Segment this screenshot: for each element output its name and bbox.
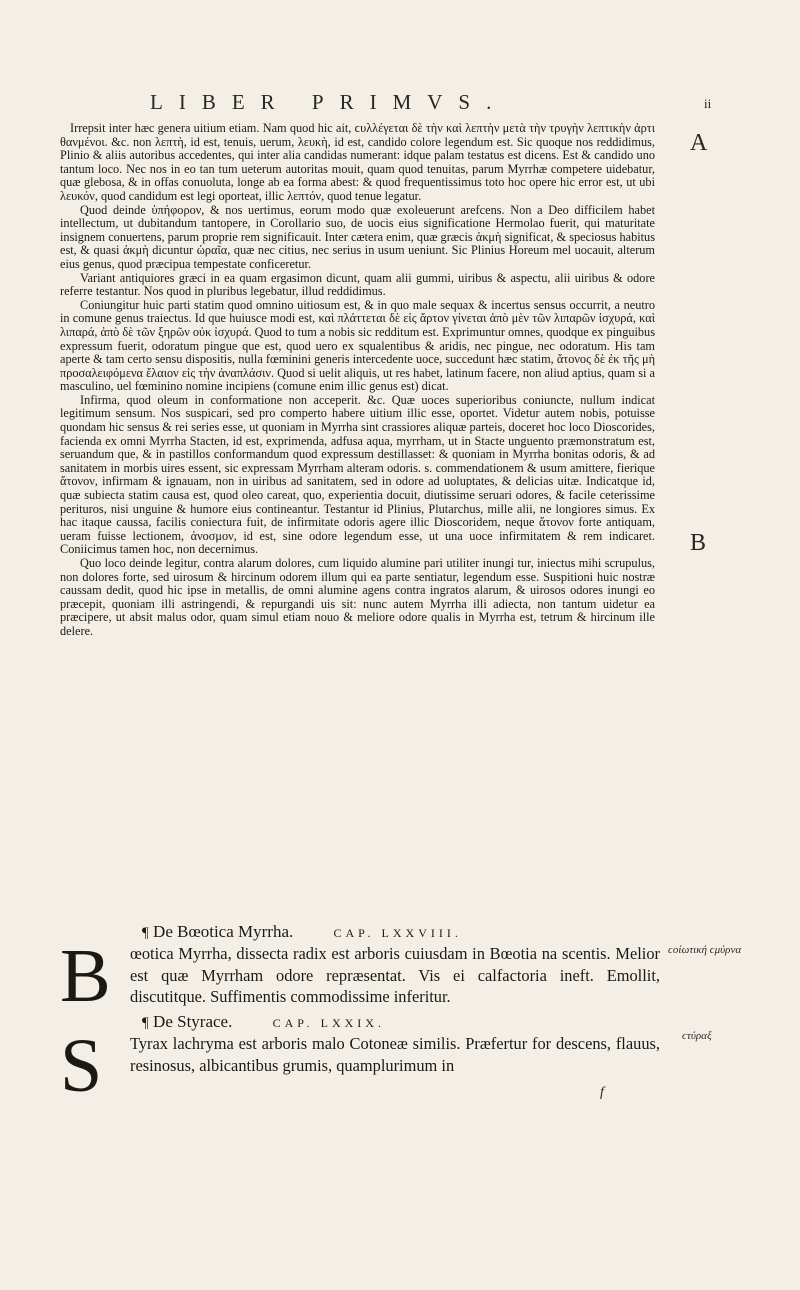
chapter-text: Tyrax lachryma est arboris malo Cotoneæ similis. Præfertur for descens, flauus, resinosus, albicantibus grumis, quamplurimum in <box>130 1034 660 1075</box>
paragraph: Irrepsit inter hæc genera uitium etiam. Nam quod hic ait, ϲυλλέγεται δὲ τὴν καὶ λεπτὴν μετὰ τὴν τρυγὴν λεπτικὴν ἀρτι θανμένοι. &c. non λεπτὴ, id est, tenuis, uerum, λευκὴ, id est, candido colore legendum est. Sic quoque nos reddidimus, Plinio & aliis autoribus accedentes, qui inter alia candidas numerant: idque palam testatus est dicens. Est & candido uno tantum loco. Nec nos in eo tan tum ueterum autoritas mouit, quam quod tenuitas, parum Myrrhæ competere uidebatur, quæ glebosa, & in offas conuoluta, longe ab ea forma abest: & quod frequentissimus toto hoc opere hic error est, ut ubi λευκόν, quod candidum est legi oporteat, illic λεπτόν, quod tenue legatur. <box>60 121 655 203</box>
folio-number: ii <box>704 96 712 111</box>
chapter-text: œotica Myrrha, dissecta radix est arboris cuiusdam in Bœotia na scentis. Melior est quæ Myrrham odore repræsentat. Vis ei calfactoria ineft. Emollit, discutitque. Suffimentis commodissime inferitur. <box>130 944 660 1006</box>
commentary-text <box>60 122 655 639</box>
drop-cap: B <box>60 934 111 1018</box>
chapter-title: De Bœotica Myrrha. <box>153 922 294 941</box>
chapter-styrax <box>60 1012 660 1108</box>
running-title: LIBER PRIMVS. <box>150 90 508 114</box>
paragraph: Quod deinde ὑπήφορον, & nos uertimus, eorum modo quæ exoleuerunt arefcens. Non a Deo difficilem habet intellectum, ut dubitandum tantopere, in Corollario suo, de uocis eius significatione Hermolao fuerit, qui maturitate insignem conuertens, parum proprie rem significauit. Inter cætera enim, quæ græcis ἀκμὴ significat, & speciosus habitus est, & quasi ἀκμὴ dicuntur ὡραῖα, quæ nec citius, nec serius in usum ueniunt. Sic Plinius Horeum mel uocauit, alterum eius genus, quod præcipua tempestate conficeretur. <box>60 202 655 271</box>
margin-note-greek-styrax: ϲτύραξ <box>682 1030 712 1042</box>
chapter-heading <box>142 922 660 943</box>
paragraph: Coniungitur huic parti statim quod omnino uitiosum est, & in quo male sequax & incertus sensus occurrit, a neutro in comune genus traiectus. Id que huiusce modi est, καὶ πλάττεται δὲ εἰς ἄρτον γίνεται ἀπὸ μὲν τῶν λιπαρῶν ἰσχυρά, καὶ λιπαρά, ἀπὸ δὲ τῶν ξηρῶν οὐκ ἰσχυρά. Quod to tum a nobis sic redditum est. Exprimuntur omnes, quodque ex pinguibus expressum fuerit, odoratum pingue que est, quod uero ex squalentibus & aridis, nec pingue, nec odoratum. His tam aperte & tam certo sensu dispositis, nulla fœminini generis intercedente uoce, succedunt hæc statim, ἄτονος δὲ ἐκ τῆς μὴ προσαλειφόμενα ἔλαιον εἰς τὴν ἀναπλάσιν. Quod si uelit aliquis, ut res habet, latinum facere, non aliud aptius, quam si a masculino, uel fœminino nomine incipiens (comune enim illic genus est) dicat. <box>60 297 655 394</box>
pilcrow-icon: ¶ <box>142 1015 149 1031</box>
chapter-heading <box>142 1012 660 1033</box>
chapter-body <box>60 934 660 1018</box>
drop-cap: S <box>60 1024 103 1108</box>
paragraph: Variant antiquiores græci in ea quam ergasimon dicunt, quam alii gummi, uiribus & aspectu, alii uiribus & odore referre testantur. Nos quod in pluribus legebatur, illud reddidimus. <box>60 270 655 299</box>
chapter-title: De Styrace. <box>153 1012 233 1031</box>
margin-letter-b: B <box>690 530 707 556</box>
margin-letter-a: A <box>690 130 708 156</box>
paragraph: Quo loco deinde legitur, contra alarum dolores, cum liquido alumine pari utiliter inungi tur, iniectus mihi scrupulus, non dolores forte, sed uirosum & hircinum odorem illum qui ea parte sentiatur, legendum esse. Suspitioni huic nostræ caussam dedit, quod hic ipse in metallis, de omni alumine agens contra ingratos alarum, & uirosos odores inungi eo præcepit, quoniam illi astringendi, & repurgandi uis sit: nunc autem Myrrha illi adiecta, non tantum uidetur ea præcipere, ut absit malus odor, quam simul etiam nouo & meliore odore qualis in Myrrha est, tetrum & hircinum ille delere. <box>60 556 655 638</box>
margin-note-greek-boeotica: ϲοίωτική ϲμύρνα <box>668 944 742 956</box>
paragraph: Infirma, quod oleum in conformatione non acceperit. &c. Quæ uoces superioribus coniuncte, nullum indicat legitimum sensum. Nos suspicari, sed pro comperto habere uitium illic esse, oportet. Videtur autem nobis, potuisse quondam hic sensus & rei series esse, ut quoniam in Myrrha sint crassiores aliquæ parteis, doceret hoc loco Dioscorides, facienda ex omni Myrrha Stacten, id est, exprimenda, adfusa aqua, myrrham, ut in Stacte unguento præmonstratum est, seruandum que, & in pastillos conformandum quod expressum destillasset: & quoniam in Myrrha bonitas odoris, & ad sanitatem in morbis uires essent, sic expressam Myrrham alteram odoris. s. commendationem & usum amittere, fierique ἄτονον, infirmam & ignauam, non in uiribus ad sanitatem, sed in odore ad uoluptates, & delicias uitæ. Indicatque id, quæ subiecta statim causa est, quod oleo careat, quo, experientia docuit, diutissime seruari odores, & facile ceterissime perituros, nisi unguine & humore eius contineantur. Testantur id Plinius, Plutarchus, mille alii, ne longiores simus. Ex hac itaque caussa, facilis coniectura fuit, de infirmitate odoris agere illic Dioscoridem, neque ἄτονον forte antiquam, ueram fuisse lectionem, ἀνοσμον, id est, sine odore legendum esse, ut una uoce infirmitatem & rem indicaret. Coniicimus tamen hoc, non decernimus. <box>60 392 655 557</box>
chapter-number: CAP. LXXIX. <box>272 1016 385 1030</box>
chapter-number: CAP. LXXVIII. <box>333 926 462 940</box>
pilcrow-icon: ¶ <box>142 925 149 941</box>
catchword: f <box>600 1085 604 1100</box>
chapter-body <box>60 1024 660 1108</box>
chapter-boeotica-myrrha <box>60 922 660 1018</box>
